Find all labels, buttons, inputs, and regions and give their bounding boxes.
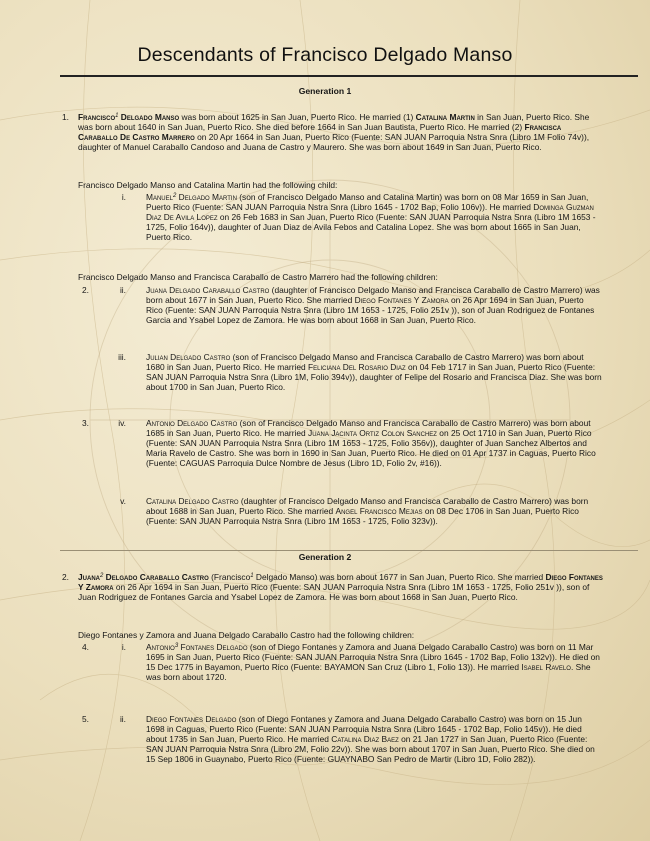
spouse-name: Juana Jacinta Ortiz Colon Sanchez bbox=[308, 428, 437, 439]
children-intro: Diego Fontanes y Zamora and Juana Delgado Caraballo Castro had the following children: bbox=[78, 630, 415, 640]
child-roman: iii. bbox=[118, 352, 126, 362]
person-name: Francisco bbox=[78, 112, 116, 122]
person-entry-juana bbox=[78, 572, 608, 602]
entry-text: on 25 Oct 1710 in San Juan, Puerto Rico (Fuente: SAN JUAN Parroquia Nstra Snra (Libro 1M 1653 - 1725, Folio 356v)), daughter of Juan Sanchez Albertos and Maria Ravelo de Castro. She was born in 1690 in San Juan, Puerto Rico. He died on 01 Apr 1737 in Caguas, Puerto Rico (Fuente: CAGUAS Parroquia Dulce Nombre de Jesus (Libro 1D, Folio 2v, #16)). bbox=[146, 428, 596, 469]
child-name-rest: Delgado Martin bbox=[176, 192, 237, 202]
spouse-name: Angel Francisco Mejias bbox=[335, 506, 423, 517]
entry-text: (son of Diego Fontanes y Zamora and Juana Delgado Caraballo Castro) was born on 15 Jun 1698 in Caguas, Puerto Rico (Fuente: SAN JUAN Parroquia Nstra Snra (Libro 1645 - 1702 Bap, Folio 145v)). He died about 1735 in San Juan, Puerto Rico. He married bbox=[146, 714, 582, 745]
child-roman: iv. bbox=[118, 418, 126, 428]
spouse-name: Diego Fontanes Y Zamora bbox=[354, 295, 449, 306]
child-entry-juana bbox=[146, 285, 602, 325]
entry-text: on 26 Apr 1694 in San Juan, Puerto Rico (Fuente: SAN JUAN Parroquia Nstra Snra (Libro 1M 1653 - 1725, Folio 251v )), son of Juan Rodriguez de Fontanes Garcia and Ysabel Lopez de Zamora. He was born about 1668 in San Juan, Puerto Rico. bbox=[78, 582, 590, 603]
generation-superscript: 2 bbox=[172, 193, 177, 199]
child-name: Catalina Delgado Castro bbox=[146, 496, 239, 506]
generation-divider bbox=[60, 550, 638, 551]
child-roman: ii. bbox=[119, 285, 126, 295]
entry-number: 5. bbox=[82, 714, 89, 724]
entry-text: in San Juan, Puerto Rico. She was born about 1640 in San Juan, Puerto Rico. She died before 1664 in San Juan Bautista, Puerto Rico. He married (2) bbox=[78, 112, 590, 133]
entry-number: 4. bbox=[82, 642, 89, 652]
person-name-rest: Delgado Caraballo Castro bbox=[103, 572, 209, 582]
child-entry-antonio-fontanes bbox=[146, 642, 602, 682]
child-name: Julian Delgado Castro bbox=[146, 352, 231, 362]
child-roman: ii. bbox=[119, 714, 126, 724]
entry-text: on 26 Apr 1694 in San Juan, Puerto Rico (Fuente: SAN JUAN Parroquia Nstra Snra (Libro 1M 1653 - 1725, Folio 251v )), son of Juan Rodriguez de Fontanes Garcia and Ysabel Lopez de Zamora. He was born about 1668 in San Juan, Puerto Rico. bbox=[146, 295, 595, 326]
entry-text: on 26 Feb 1683 in San Juan, Puerto Rico (Fuente: SAN JUAN Parroquia Nstra Snra (Libro 1M 1653 - 1725, Folio 164v)), daughter of Juan Diaz de Avila Febos and Catalina Lopez. She was born about 1665 in San Juan, Puerto Rico. bbox=[146, 212, 596, 243]
entry-number: 3. bbox=[82, 418, 89, 428]
spouse-name: Diego Fontanes Y Zamora bbox=[78, 572, 603, 593]
entry-text: (son of Diego Fontanes y Zamora and Juana Delgado Caraballo Castro) was born on 11 Mar 1695 in San Juan, Puerto Rico (Fuente: SAN JUAN Parroquia Nstra Snra (Libro 1645 - 1702 Bap, Folio 132v)). He died on 15 Dec 1775 in Bayamon, Puerto Rico (Fuente: BAYAMON San Cruz (Libro 1, Folio 13)). He married bbox=[146, 642, 600, 673]
children-intro: Francisco Delgado Manso and Francisca Caraballo de Castro Marrero had the following children: bbox=[78, 272, 438, 282]
spouse-name: Dominga Guzman Diaz De Avila Lopez bbox=[146, 202, 594, 223]
child-entry-diego-fontanes bbox=[146, 714, 602, 764]
person-name: Juana bbox=[78, 572, 100, 582]
spouse-name: Catalina Martin bbox=[415, 112, 475, 122]
child-entry-catalina bbox=[146, 496, 602, 526]
child-name: Juana Delgado Caraballo Castro bbox=[146, 285, 270, 295]
generation-superscript: 3 bbox=[174, 643, 179, 649]
child-name: Manuel bbox=[146, 192, 173, 202]
child-name-rest: Fontanes Delgado bbox=[178, 642, 248, 652]
generation-superscript: 1 bbox=[115, 113, 119, 119]
entry-text: on 04 Feb 1717 in San Juan, Puerto Rico (Fuente: SAN JUAN Parroquia Nstra Snra (Libro 1M, Folio 394v)), daughter of Felipe del Rosario and Francisca Diaz. She was born about 1700 in San Juan, Puerto Rico. bbox=[146, 362, 602, 393]
child-roman: i. bbox=[121, 642, 126, 652]
generation-superscript: 2 bbox=[100, 573, 104, 579]
entry-text: (son of Francisco Delgado Manso and Francisca Caraballo de Castro Marrero) was born about 1680 in San Juan, Puerto Rico. He married bbox=[146, 352, 584, 373]
entry-number: 1. bbox=[62, 112, 69, 122]
person-entry-francisco bbox=[78, 112, 598, 152]
spouse-name: Francisca Caraballo De Castro Marrero bbox=[78, 122, 562, 143]
entry-text: (son of Francisco Delgado Manso and Catalina Martin) was born on 08 Mar 1659 in San Juan, Puerto Rico (Fuente: SAN JUAN Parroquia Nstra Snra (Libro 1645 - 1702 Bap, Folio 106v)). He married bbox=[146, 192, 589, 213]
person-name-rest: Delgado Manso bbox=[118, 112, 180, 122]
generation-1-heading: Generation 1 bbox=[298, 86, 352, 96]
entry-text: (daughter of Francisco Delgado Manso and Francisca Caraballo de Castro Marrero) was born about 1677 in San Juan, Puerto Rico. She married bbox=[146, 285, 600, 306]
entry-text: . She was born about 1720. bbox=[146, 662, 591, 683]
spouse-name: Catalina Diaz Baez bbox=[331, 734, 399, 745]
child-name: Antonio bbox=[146, 642, 175, 652]
entry-number: 2. bbox=[82, 285, 89, 295]
entry-text: (Francisco bbox=[208, 572, 251, 582]
entry-text: Delgado Manso) was born about 1677 in San Juan, Puerto Rico. She married bbox=[253, 572, 546, 582]
child-name: Diego Fontanes Delgado bbox=[146, 714, 237, 724]
entry-text: was born about 1625 in San Juan, Puerto Rico. He married (1) bbox=[179, 112, 416, 122]
child-entry-antonio bbox=[146, 418, 602, 468]
generation-superscript: 1 bbox=[250, 573, 254, 579]
entry-text: on 20 Apr 1664 in San Juan, Puerto Rico (Fuente: SAN JUAN Parroquia Nstra Snra (Libro 1M Folio 74v)), daughter of Manuel Caraballo Candoso and Juana de Castro y Maurero. She was born about 1649 in San Juan, Puerto Rico. bbox=[78, 132, 590, 153]
entry-text: (son of Francisco Delgado Manso and Francisca Caraballo de Castro Marrero) was born about 1685 in San Juan, Puerto Rico. He married bbox=[146, 418, 591, 439]
entry-text: (daughter of Francisco Delgado Manso and Francisca Caraballo de Castro Marrero) was born about 1688 in San Juan, Puerto Rico. She married bbox=[146, 496, 589, 517]
page-title: Descendants of Francisco Delgado Manso bbox=[137, 44, 513, 66]
children-intro: Francisco Delgado Manso and Catalina Martin had the following child: bbox=[78, 180, 338, 190]
child-name: Antonio Delgado Castro bbox=[146, 418, 238, 428]
entry-number: 2. bbox=[62, 572, 69, 582]
child-entry-julian bbox=[146, 352, 602, 392]
child-roman: i. bbox=[121, 192, 126, 202]
generation-2-heading: Generation 2 bbox=[298, 552, 352, 562]
child-roman: v. bbox=[120, 496, 126, 506]
entry-text: on 08 Dec 1706 in San Juan, Puerto Rico (Fuente: SAN JUAN Parroquia Nstra Snra (Libro 1M 1653 - 1725, Folio 323v)). bbox=[146, 506, 579, 527]
title-underline bbox=[60, 75, 638, 77]
entry-text: on 21 Jan 1727 in San Juan, Puerto Rico (Fuente: SAN JUAN Parroquia Nstra Snra (Libro 2M, Folio 22v)). She was born about 1707 in San Juan, Puerto Rico. She died on 15 Sep 1806 in Guaynabo, Puerto Rico (Fuente: GUAYNABO San Pedro de Martir (Libro 1D, Folio 282)). bbox=[146, 734, 595, 765]
spouse-name: Feliciana Del Rosario Diaz bbox=[308, 362, 406, 373]
spouse-name: Isabel Ravelo bbox=[521, 662, 571, 673]
child-entry-manuel bbox=[146, 192, 602, 242]
